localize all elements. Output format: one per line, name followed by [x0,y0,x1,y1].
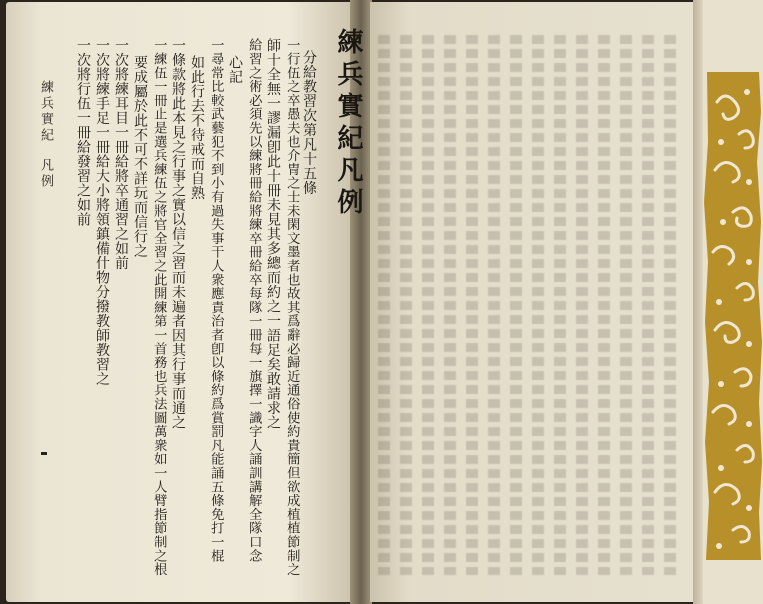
decorative-seal-border [703,72,763,560]
show-through-text [378,35,696,575]
text-column: 一次將練耳目一冊給將卒通習之如前 [113,38,129,270]
text-column: 要成屬於此不可不詳玩而信行之 [132,55,148,258]
text-column: 給習之術必須先以練將冊給將練卒冊給卒每隊一冊每一旗擇一識字人誦訓講解全隊口念 [246,38,262,563]
text-column: 如此行去不待戒而自熟 [189,55,205,200]
text-column: 一練伍一冊止是選兵練伍之將官全習之此開練第一首務也兵法圖萬衆如一人臂指節制之根 [151,38,167,577]
text-column: 師十全無一謬漏卽此十冊未見其多總而約之一語足矣敢請求之 [265,38,281,430]
text-column: 一條款將此本見之行事之實以信之習而未遍者因其行事而通之 [170,38,186,430]
text-column: 心記 [227,55,243,84]
text-column: 一次將練手足一冊給大小將領鎮備什物分撥教師教習之 [94,38,110,386]
text-column: 一尋常比較武藝犯不到小有過失事干人衆應責治者卽以條約爲賞罰凡能誦五條免打一棍 [208,38,224,563]
text-column: 一次將行伍一冊給發習之如前 [75,38,91,227]
running-footer-section: 凡例 [38,158,53,190]
text-column: 分給教習次第凡十五條 [301,50,317,195]
book-title: 練兵實紀凡例 [333,28,363,220]
text-column: 一行伍之卒愚夫也介冑之士未閑文墨者也故其爲辭必歸近通俗使約貴簡但欲成植植節制之 [284,38,300,577]
ink-mark [41,452,47,455]
running-footer-title: 練兵實紀 [38,80,53,144]
